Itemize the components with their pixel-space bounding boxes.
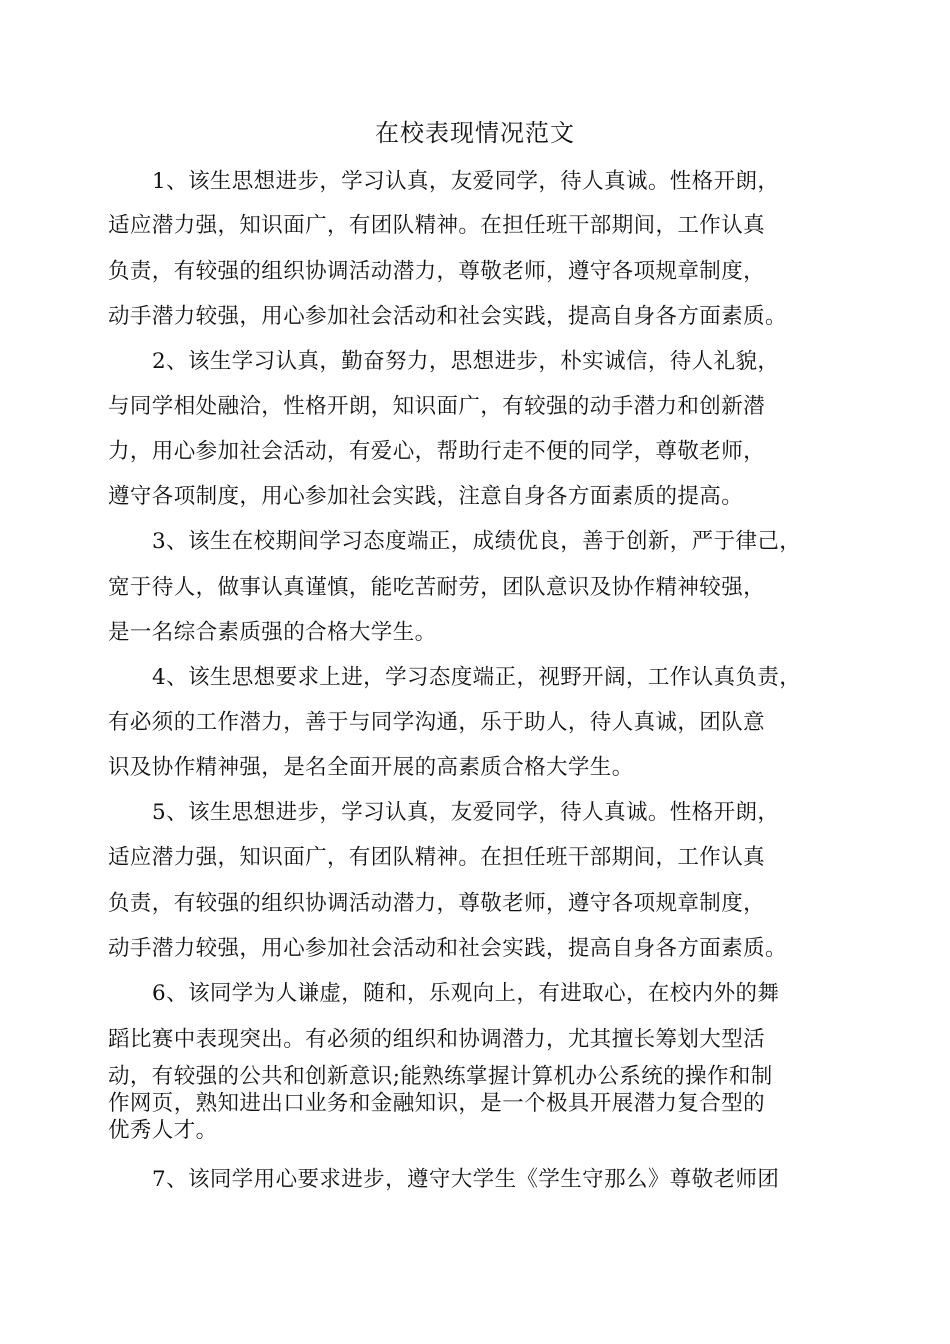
paragraph-3-line-1: 3、该生在校期间学习态度端正，成绩优良，善于创新，严于律己， <box>152 529 802 554</box>
paragraph-5-line-1: 5、该生思想进步，学习认真，友爱同学，待人真诚。性格开朗， <box>152 800 780 825</box>
paragraph-1-line-3: 负责，有较强的组织协调活动潜力，尊敬老师，遵守各项规章制度， <box>108 259 766 284</box>
paragraph-5-line-3: 负责，有较强的组织协调活动潜力，尊敬老师，遵守各项规章制度， <box>108 891 766 916</box>
paragraph-2-line-4: 遵守各项制度，用心参加社会实践，注意自身各方面素质的提高。 <box>108 484 744 509</box>
paragraph-1-line-2: 适应潜力强，知识面广，有团队精神。在担任班干部期间，工作认真 <box>108 213 766 238</box>
paragraph-2-line-2: 与同学相处融洽，性格开朗，知识面广，有较强的动手潜力和创新潜 <box>108 394 766 419</box>
paragraph-2-line-3: 力，用心参加社会活动，有爱心，帮助行走不便的同学，尊敬老师， <box>108 439 766 464</box>
paragraph-3-line-2: 宽于待人，做事认真谨慎，能吃苦耐劳，团队意识及协作精神较强， <box>108 575 766 600</box>
paragraph-6-line-1: 6、该同学为人谦虚，随和，乐观向上，有进取心，在校内外的舞 <box>152 981 780 1006</box>
paragraph-1-line-1: 1、该生思想进步，学习认真，友爱同学，待人真诚。性格开朗， <box>152 169 780 194</box>
paragraph-4-line-2: 有必须的工作潜力，善于与同学沟通，乐于助人，待人真诚，团队意 <box>108 710 766 735</box>
paragraph-6-line-3: 动，有较强的公共和创新意识;能熟练掌握计算机办公系统的操作和制 <box>108 1064 773 1089</box>
paragraph-6-line-4: 作网页，熟知进出口业务和金融知识，是一个极具开展潜力复合型的 <box>108 1091 766 1116</box>
paragraph-7-line-1: 7、该同学用心要求进步，遵守大学生《学生守那么》尊敬老师团 <box>152 1167 780 1192</box>
paragraph-4-line-1: 4、该生思想要求上进，学习态度端正，视野开阔，工作认真负责， <box>152 665 802 690</box>
paragraph-1-line-4: 动手潜力较强，用心参加社会活动和社会实践，提高自身各方面素质。 <box>108 304 787 329</box>
paragraph-6-line-5: 优秀人才。 <box>108 1118 218 1143</box>
paragraph-4-line-3: 识及协作精神强，是名全面开展的高素质合格大学生。 <box>108 755 634 780</box>
paragraph-3-line-3: 是一名综合素质强的合格大学生。 <box>108 620 437 645</box>
page-title: 在校表现情况范文 <box>375 119 575 147</box>
paragraph-2-line-1: 2、该生学习认真，勤奋努力，思想进步，朴实诚信，待人礼貌， <box>152 349 780 374</box>
paragraph-5-line-2: 适应潜力强，知识面广，有团队精神。在担任班干部期间，工作认真 <box>108 845 766 870</box>
paragraph-6-line-2: 蹈比赛中表现突出。有必须的组织和协调潜力，尤其擅长筹划大型活 <box>108 1027 766 1052</box>
paragraph-5-line-4: 动手潜力较强，用心参加社会活动和社会实践，提高自身各方面素质。 <box>108 936 787 961</box>
